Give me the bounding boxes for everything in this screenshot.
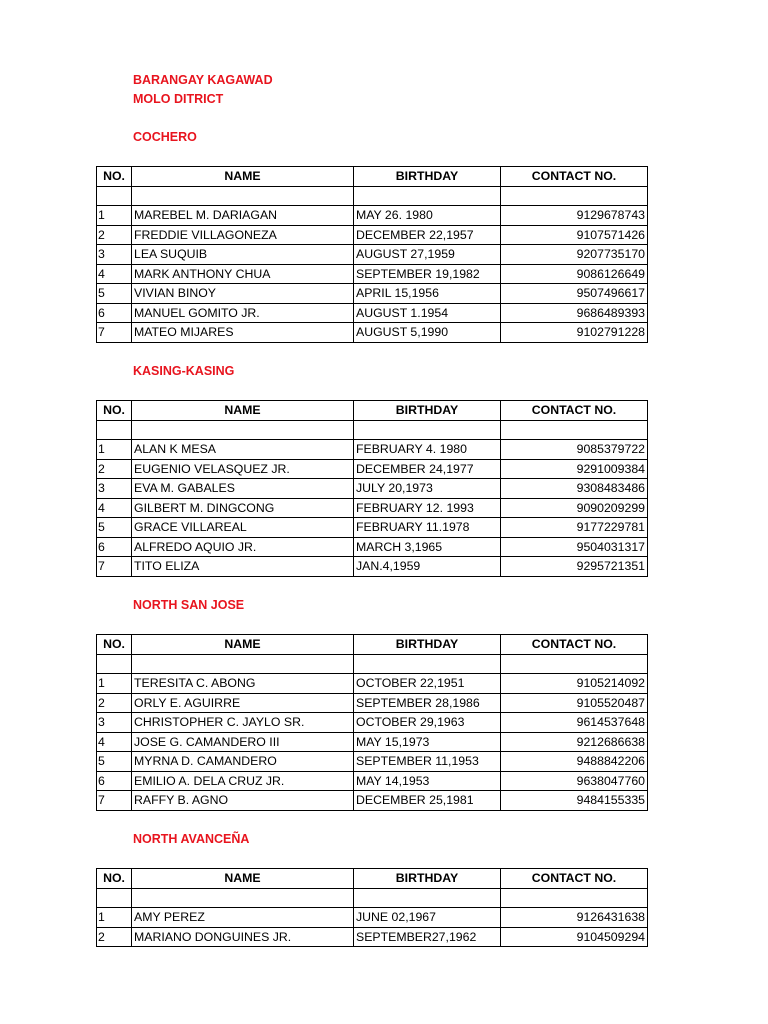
- cell-name: ALFREDO AQUIO JR.: [132, 537, 354, 557]
- cell-contact: 9090209299: [501, 498, 648, 518]
- column-header-name: NAME: [132, 401, 354, 421]
- table-row: [97, 518, 648, 538]
- column-header-contact: CONTACT NO.: [501, 401, 648, 421]
- roster-table: [96, 400, 648, 577]
- cell-name: TITO ELIZA: [132, 557, 354, 577]
- cell-contact: 9177229781: [501, 518, 648, 538]
- cell-no: 1: [97, 674, 132, 694]
- cell-name: VIVIAN BINOY: [132, 284, 354, 304]
- table-row: [97, 791, 648, 811]
- cell-birthday: FEBRUARY 11.1978: [354, 518, 501, 538]
- blank-row: [97, 888, 648, 908]
- cell-birthday: SEPTEMBER 11,1953: [354, 752, 501, 772]
- cell-birthday: JULY 20,1973: [354, 479, 501, 499]
- cell-contact: 9212686638: [501, 732, 648, 752]
- cell-name: AMY PEREZ: [132, 908, 354, 928]
- column-header-name: NAME: [132, 635, 354, 655]
- cell-contact: 9308483486: [501, 479, 648, 499]
- cell-birthday: MAY 26. 1980: [354, 206, 501, 226]
- table-row: [97, 537, 648, 557]
- cell-birthday: [354, 186, 501, 206]
- cell-no: [97, 420, 132, 440]
- cell-name: GRACE VILLAREAL: [132, 518, 354, 538]
- cell-name: MANUEL GOMITO JR.: [132, 303, 354, 323]
- column-header-no: NO.: [97, 635, 132, 655]
- section-title: KASING-KASING: [133, 364, 235, 378]
- table-row: [97, 908, 648, 928]
- cell-contact: [501, 888, 648, 908]
- cell-contact: 9126431638: [501, 908, 648, 928]
- section-title: COCHERO: [133, 130, 197, 144]
- cell-name: ALAN K MESA: [132, 440, 354, 460]
- cell-birthday: SEPTEMBER 28,1986: [354, 693, 501, 713]
- cell-contact: 9207735170: [501, 245, 648, 265]
- cell-no: 7: [97, 791, 132, 811]
- cell-contact: 9295721351: [501, 557, 648, 577]
- table-row: [97, 557, 648, 577]
- cell-name: EVA M. GABALES: [132, 479, 354, 499]
- column-header-birthday: BIRTHDAY: [354, 869, 501, 889]
- cell-birthday: DECEMBER 22,1957: [354, 225, 501, 245]
- cell-birthday: AUGUST 1.1954: [354, 303, 501, 323]
- cell-name: MATEO MIJARES: [132, 323, 354, 343]
- table-row: [97, 323, 648, 343]
- cell-no: 7: [97, 323, 132, 343]
- cell-contact: [501, 420, 648, 440]
- roster-table: [96, 166, 648, 343]
- table-row: [97, 498, 648, 518]
- cell-name: JOSE G. CAMANDERO III: [132, 732, 354, 752]
- district-title: MOLO DITRICT: [133, 92, 224, 106]
- cell-contact: 9086126649: [501, 264, 648, 284]
- table-row: [97, 693, 648, 713]
- cell-contact: 9291009384: [501, 459, 648, 479]
- cell-no: [97, 186, 132, 206]
- cell-name: MARK ANTHONY CHUA: [132, 264, 354, 284]
- cell-no: [97, 888, 132, 908]
- cell-contact: 9488842206: [501, 752, 648, 772]
- cell-no: 6: [97, 303, 132, 323]
- table-row: [97, 674, 648, 694]
- cell-birthday: SEPTEMBER27,1962: [354, 927, 501, 947]
- cell-no: 1: [97, 440, 132, 460]
- cell-contact: 9614537648: [501, 713, 648, 733]
- column-header-birthday: BIRTHDAY: [354, 167, 501, 187]
- cell-name: [132, 186, 354, 206]
- table-row: [97, 245, 648, 265]
- cell-contact: 9686489393: [501, 303, 648, 323]
- column-header-name: NAME: [132, 167, 354, 187]
- cell-no: 3: [97, 713, 132, 733]
- cell-no: 1: [97, 206, 132, 226]
- cell-no: 5: [97, 752, 132, 772]
- blank-row: [97, 420, 648, 440]
- cell-name: CHRISTOPHER C. JAYLO SR.: [132, 713, 354, 733]
- column-header-no: NO.: [97, 167, 132, 187]
- cell-birthday: [354, 420, 501, 440]
- cell-contact: 9105520487: [501, 693, 648, 713]
- table-row: [97, 264, 648, 284]
- cell-name: [132, 420, 354, 440]
- cell-no: 4: [97, 498, 132, 518]
- cell-birthday: MAY 15,1973: [354, 732, 501, 752]
- cell-contact: 9107571426: [501, 225, 648, 245]
- cell-name: MARIANO DONGUINES JR.: [132, 927, 354, 947]
- cell-contact: 9105214092: [501, 674, 648, 694]
- cell-birthday: JUNE 02,1967: [354, 908, 501, 928]
- table-row: [97, 459, 648, 479]
- cell-no: 6: [97, 771, 132, 791]
- cell-no: 5: [97, 518, 132, 538]
- cell-birthday: JAN.4,1959: [354, 557, 501, 577]
- cell-name: LEA SUQUIB: [132, 245, 354, 265]
- cell-birthday: DECEMBER 24,1977: [354, 459, 501, 479]
- cell-name: FREDDIE VILLAGONEZA: [132, 225, 354, 245]
- roster-table: [96, 868, 648, 947]
- table-row: [97, 771, 648, 791]
- cell-no: 4: [97, 732, 132, 752]
- cell-birthday: AUGUST 27,1959: [354, 245, 501, 265]
- cell-contact: 9638047760: [501, 771, 648, 791]
- column-header-contact: CONTACT NO.: [501, 635, 648, 655]
- cell-no: [97, 654, 132, 674]
- cell-birthday: OCTOBER 29,1963: [354, 713, 501, 733]
- cell-name: [132, 888, 354, 908]
- cell-contact: 9504031317: [501, 537, 648, 557]
- cell-no: 6: [97, 537, 132, 557]
- cell-birthday: [354, 888, 501, 908]
- cell-no: 3: [97, 479, 132, 499]
- cell-contact: 9484155335: [501, 791, 648, 811]
- cell-birthday: APRIL 15,1956: [354, 284, 501, 304]
- cell-name: [132, 654, 354, 674]
- cell-no: 2: [97, 225, 132, 245]
- table-header-row: [97, 869, 648, 889]
- cell-no: 1: [97, 908, 132, 928]
- cell-name: RAFFY B. AGNO: [132, 791, 354, 811]
- document-title: BARANGAY KAGAWAD: [133, 73, 273, 87]
- table-header-row: [97, 401, 648, 421]
- cell-contact: 9129678743: [501, 206, 648, 226]
- column-header-contact: CONTACT NO.: [501, 167, 648, 187]
- column-header-birthday: BIRTHDAY: [354, 635, 501, 655]
- cell-birthday: FEBRUARY 12. 1993: [354, 498, 501, 518]
- column-header-no: NO.: [97, 869, 132, 889]
- table-row: [97, 303, 648, 323]
- table-row: [97, 927, 648, 947]
- section-title: NORTH AVANCEÑA: [133, 832, 250, 846]
- roster-table: [96, 634, 648, 811]
- column-header-no: NO.: [97, 401, 132, 421]
- cell-no: 5: [97, 284, 132, 304]
- table-row: [97, 732, 648, 752]
- cell-no: 3: [97, 245, 132, 265]
- table-header-row: [97, 167, 648, 187]
- table-row: [97, 206, 648, 226]
- cell-name: MYRNA D. CAMANDERO: [132, 752, 354, 772]
- cell-contact: 9507496617: [501, 284, 648, 304]
- cell-name: GILBERT M. DINGCONG: [132, 498, 354, 518]
- table-row: [97, 752, 648, 772]
- cell-birthday: FEBRUARY 4. 1980: [354, 440, 501, 460]
- cell-contact: 9104509294: [501, 927, 648, 947]
- column-header-birthday: BIRTHDAY: [354, 401, 501, 421]
- cell-name: ORLY E. AGUIRRE: [132, 693, 354, 713]
- table-row: [97, 713, 648, 733]
- blank-row: [97, 654, 648, 674]
- cell-no: 7: [97, 557, 132, 577]
- cell-birthday: [354, 654, 501, 674]
- cell-no: 4: [97, 264, 132, 284]
- cell-birthday: DECEMBER 25,1981: [354, 791, 501, 811]
- cell-birthday: OCTOBER 22,1951: [354, 674, 501, 694]
- cell-birthday: MARCH 3,1965: [354, 537, 501, 557]
- table-row: [97, 284, 648, 304]
- cell-name: EUGENIO VELASQUEZ JR.: [132, 459, 354, 479]
- cell-contact: 9085379722: [501, 440, 648, 460]
- table-row: [97, 440, 648, 460]
- cell-name: TERESITA C. ABONG: [132, 674, 354, 694]
- cell-contact: [501, 186, 648, 206]
- cell-birthday: AUGUST 5,1990: [354, 323, 501, 343]
- cell-no: 2: [97, 459, 132, 479]
- table-row: [97, 225, 648, 245]
- table-header-row: [97, 635, 648, 655]
- column-header-contact: CONTACT NO.: [501, 869, 648, 889]
- cell-no: 2: [97, 693, 132, 713]
- cell-name: EMILIO A. DELA CRUZ JR.: [132, 771, 354, 791]
- cell-birthday: SEPTEMBER 19,1982: [354, 264, 501, 284]
- cell-name: MAREBEL M. DARIAGAN: [132, 206, 354, 226]
- blank-row: [97, 186, 648, 206]
- cell-contact: 9102791228: [501, 323, 648, 343]
- table-row: [97, 479, 648, 499]
- cell-contact: [501, 654, 648, 674]
- column-header-name: NAME: [132, 869, 354, 889]
- section-title: NORTH SAN JOSE: [133, 598, 245, 612]
- cell-no: 2: [97, 927, 132, 947]
- cell-birthday: MAY 14,1953: [354, 771, 501, 791]
